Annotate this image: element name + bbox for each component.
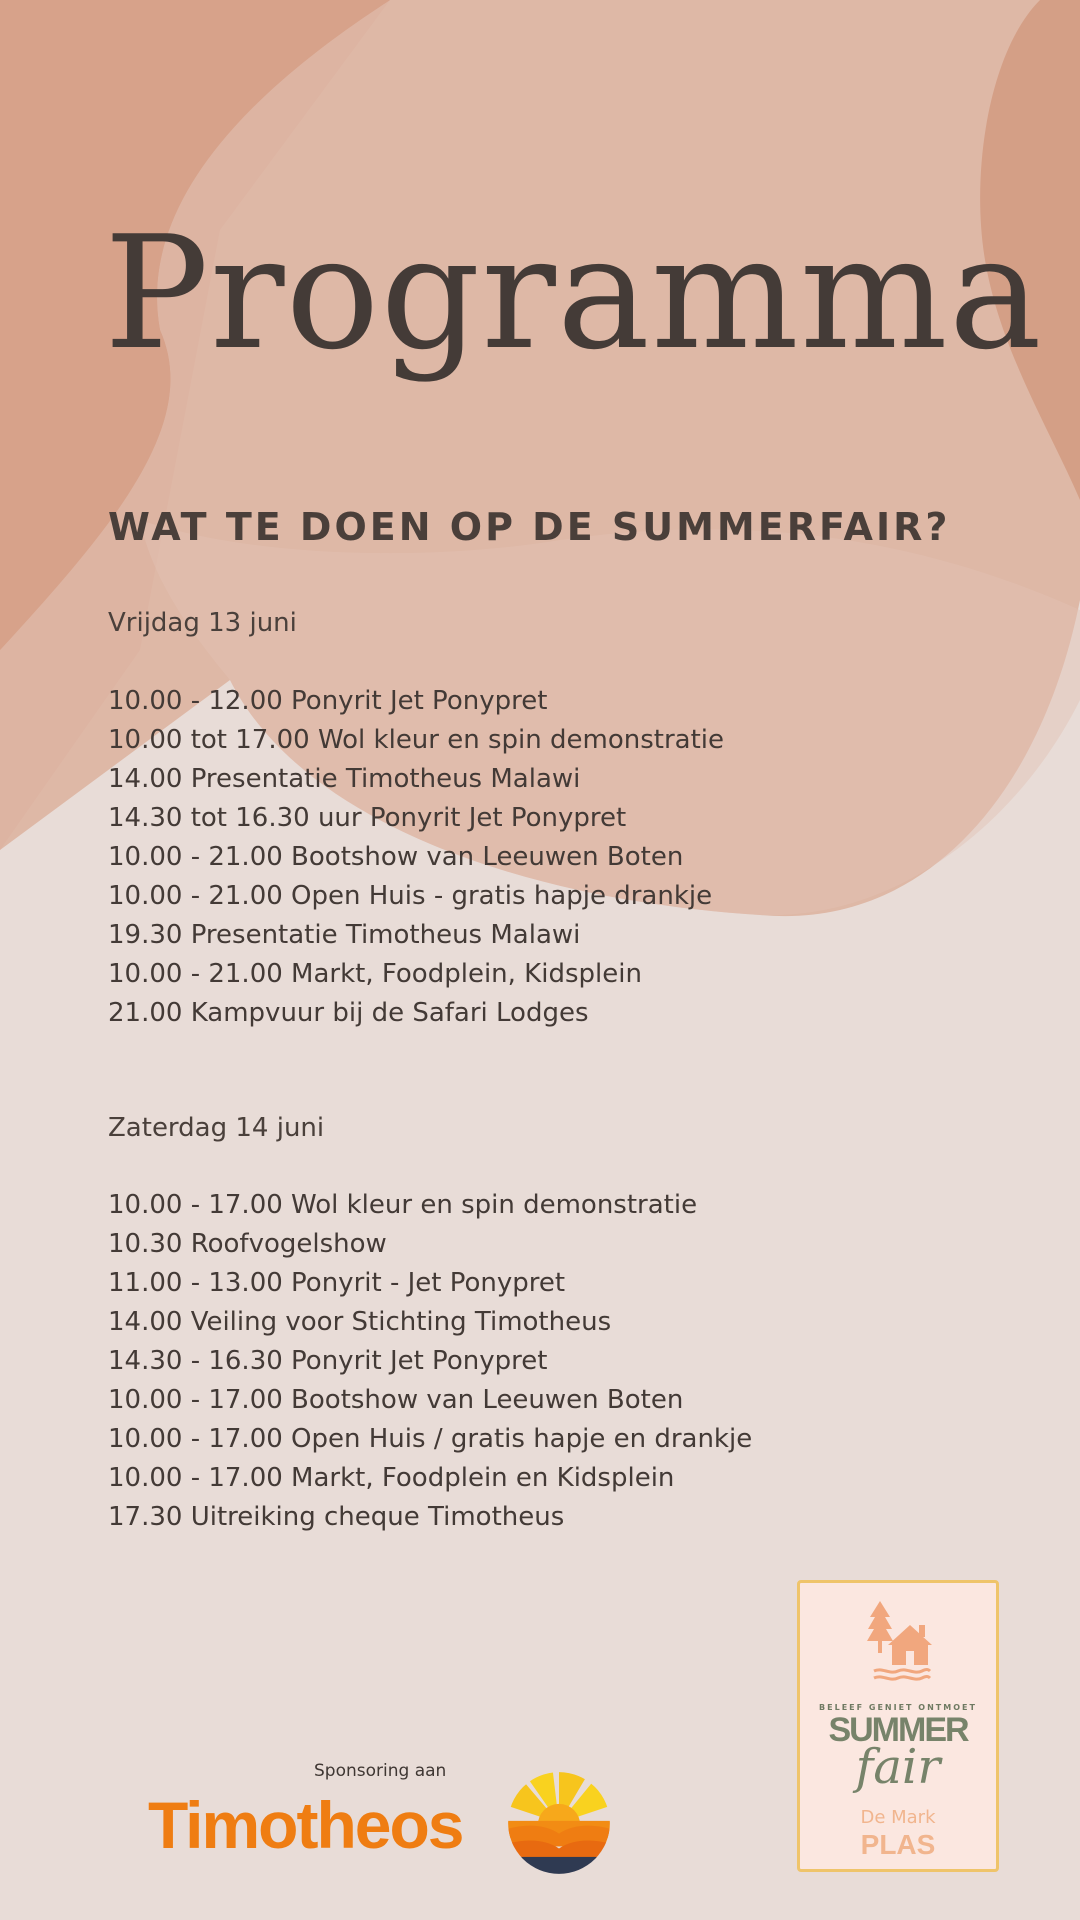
badge-tagline: BELEEF GENIET ONTMOET [819,1703,977,1712]
tree-house-icon [866,1599,936,1681]
schedule-item: 14.30 - 16.30 Ponyrit Jet Ponypret [108,1346,548,1376]
schedule-item: 10.00 - 17.00 Wol kleur en spin demonstratie [108,1190,698,1220]
subtitle: WAT TE DOEN OP DE SUMMERFAIR? [108,505,951,549]
schedule-item: 14.00 Veiling voor Stichting Timotheus [108,1307,612,1337]
schedule-item: 14.30 tot 16.30 uur Ponyrit Jet Ponypret [108,803,627,833]
day-heading-saturday: Zaterdag 14 juni [108,1113,325,1143]
schedule-item: 10.30 Roofvogelshow [108,1229,387,1259]
schedule-item: 10.00 - 12.00 Ponyrit Jet Ponypret [108,686,548,716]
schedule-item: 17.30 Uitreiking cheque Timotheus [108,1502,565,1532]
badge-summer: SUMMER [828,1711,968,1749]
schedule-item: 19.30 Presentatie Timotheus Malawi [108,920,581,950]
schedule-item: 10.00 - 17.00 Markt, Foodplein en Kidsplein [108,1463,675,1493]
sponsor-label: Sponsoring aan [314,1761,447,1781]
summerfair-badge [797,1580,999,1872]
schedule-item: 10.00 - 21.00 Bootshow van Leeuwen Boten [108,842,684,872]
badge-place: De Mark [860,1807,936,1828]
schedule-item: 10.00 - 21.00 Open Huis - gratis hapje drankje [108,881,713,911]
sun-over-book-icon [506,1770,612,1876]
schedule-item: 10.00 - 17.00 Bootshow van Leeuwen Boten [108,1385,684,1415]
schedule-item: 10.00 tot 17.00 Wol kleur en spin demonstratie [108,725,724,755]
schedule-item: 10.00 - 17.00 Open Huis / gratis hapje en drankje [108,1424,753,1454]
schedule-item: 11.00 - 13.00 Ponyrit - Jet Ponypret [108,1268,566,1298]
schedule-item: 21.00 Kampvuur bij de Safari Lodges [108,998,589,1028]
day-heading-friday: Vrijdag 13 juni [108,608,297,638]
badge-plas: PLAS [860,1829,936,1860]
page-title: Programma [104,202,1043,384]
sponsor-name: Timotheos [148,1788,463,1862]
badge-fair: fair [855,1739,941,1795]
schedule-friday [108,682,724,1033]
schedule-saturday [108,1186,752,1537]
schedule-item: 10.00 - 21.00 Markt, Foodplein, Kidsplein [108,959,642,989]
schedule-item: 14.00 Presentatie Timotheus Malawi [108,764,581,794]
